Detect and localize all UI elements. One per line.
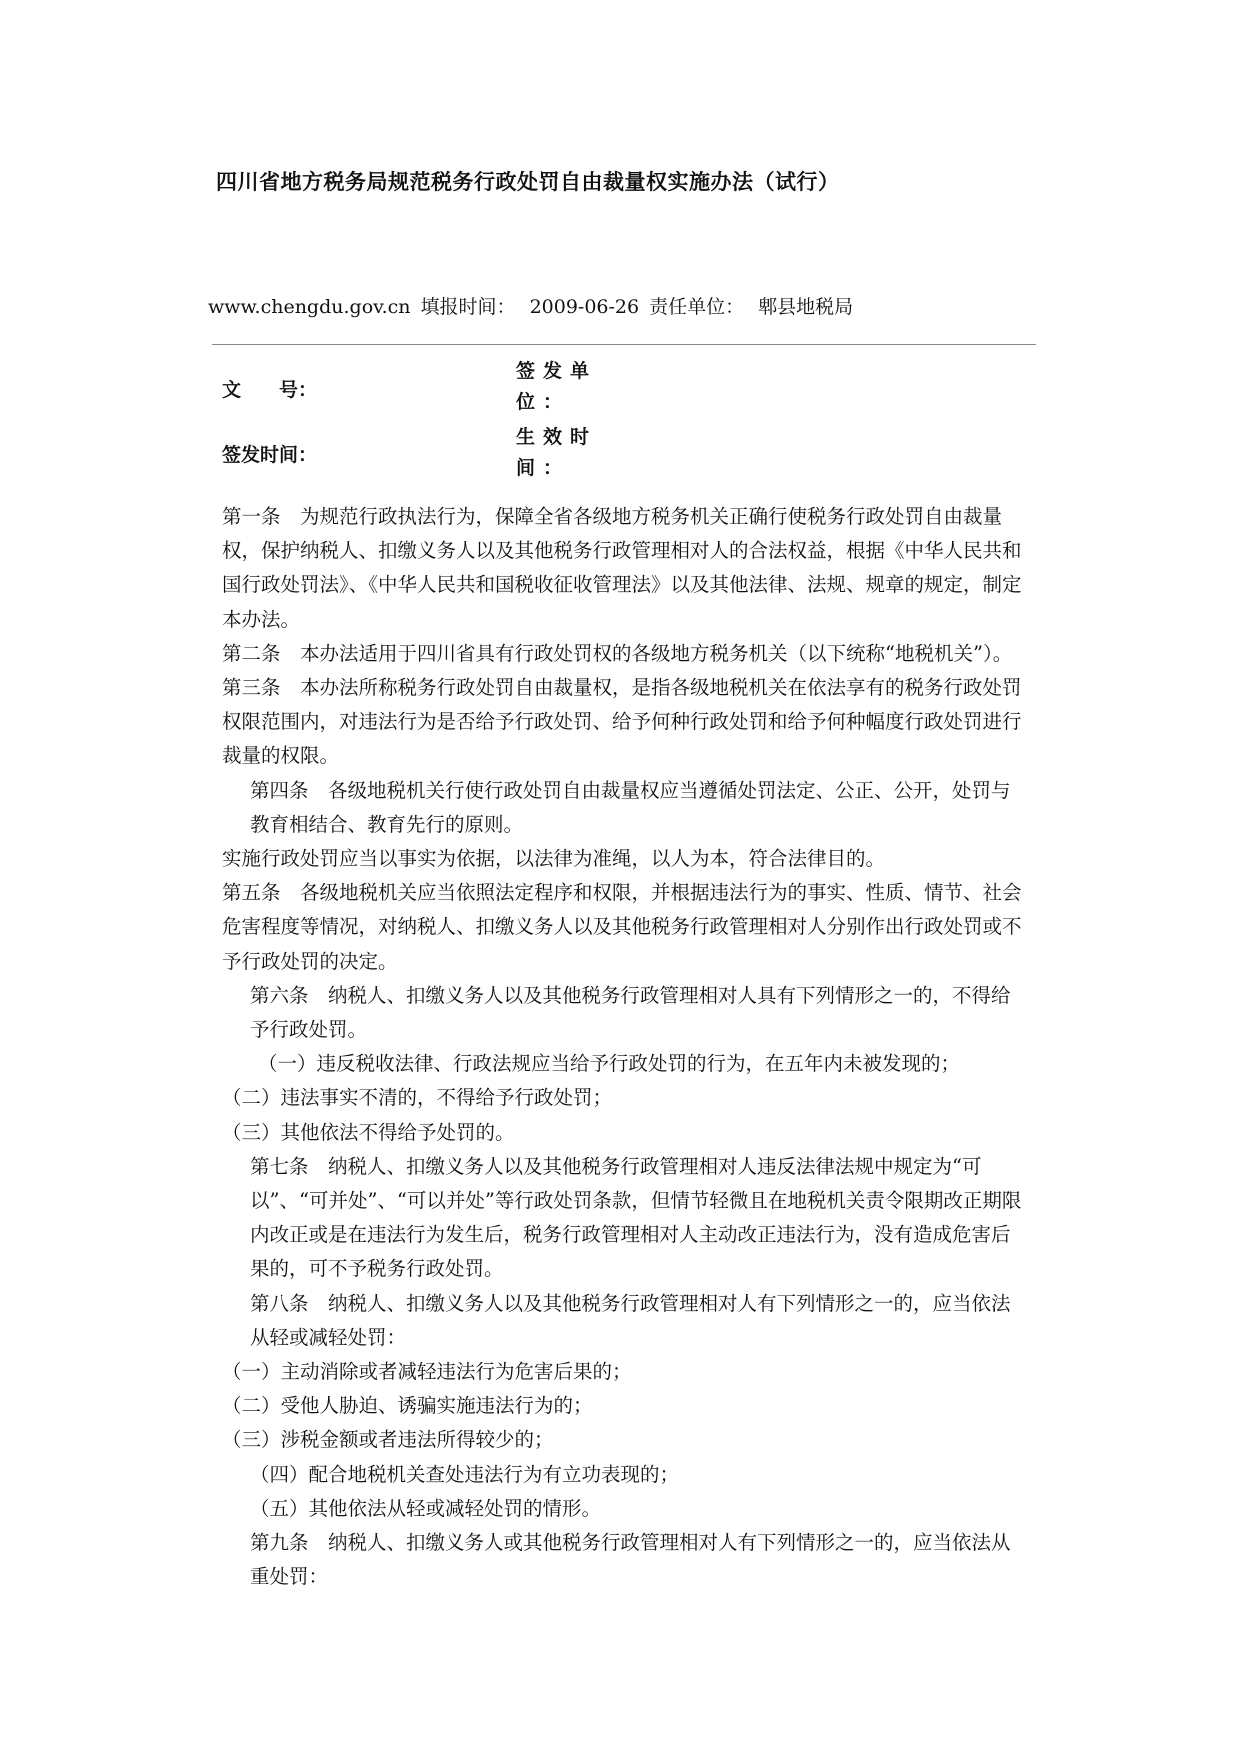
source-website: www.chengdu.gov.cn bbox=[208, 296, 411, 318]
paragraph: （四）配合地税机关查处违法行为有立功表现的； bbox=[250, 1462, 680, 1486]
paragraph: 第九条 纳税人、扣缴义务人或其他税务行政管理相对人有下列情形之一的，应当依法从重处罚： bbox=[250, 1531, 1011, 1589]
report-date-label: 填报时间： bbox=[420, 296, 516, 318]
paragraph: （一）违反税收法律、行政法规应当给予行政处罚的行为，在五年内未被发现的； bbox=[258, 1052, 961, 1076]
paragraph: 第八条 纳税人、扣缴义务人以及其他税务行政管理相对人有下列情形之一的，应当依法从轻或减轻处罚： bbox=[250, 1291, 1011, 1349]
paragraph: （三）其他依法不得给予处罚的。 bbox=[222, 1120, 515, 1144]
paragraph: 第二条 本办法适用于四川省具有行政处罚权的各级地方税务机关（以下统称“地税机关”）。 bbox=[222, 641, 1013, 665]
doc-number-label: 文 号： bbox=[222, 379, 318, 401]
paragraph: 第七条 纳税人、扣缴义务人以及其他税务行政管理相对人违反法律法规中规定为“可以”、“可并处”、“可以并处”等行政处罚条款，但情节轻微且在地税机关责令限期改正期限内改正或是在违法行为发生后，税务行政管理相对人主动改正违法行为，没有造成危害后果的，可不予税务行政处罚。 bbox=[250, 1154, 1022, 1281]
paragraph: （五）其他依法从轻或减轻处罚的情形。 bbox=[250, 1496, 602, 1520]
responsible-unit-label: 责任单位： bbox=[649, 296, 745, 318]
paragraph: （二）受他人胁迫、诱骗实施违法行为的； bbox=[222, 1394, 593, 1418]
paragraph: 第五条 各级地税机关应当依照法定程序和权限，并根据违法行为的事实、性质、情节、社会危害程度等情况，对纳税人、扣缴义务人以及其他税务行政管理相对人分别作出行政处罚或不予行政处罚的决定。 bbox=[222, 881, 1022, 973]
paragraph: （一）主动消除或者减轻违法行为危害后果的； bbox=[222, 1360, 632, 1384]
document-title: 四川省地方税务局规范税务行政处罚自由裁量权实施办法（试行） bbox=[216, 169, 840, 194]
paragraph: （三）涉税金额或者违法所得较少的； bbox=[222, 1428, 554, 1452]
paragraph: 第一条 为规范行政执法行为，保障全省各级地方税务机关正确行使税务行政处罚自由裁量权，保护纳税人、扣缴义务人以及其他税务行政管理相对人的合法权益，根据《中华人民共和国行政处罚法》、《中华人民共和国税收征收管理法》以及其他法律、法规、规章的规定，制定本办法。 bbox=[222, 505, 1022, 631]
document-body bbox=[222, 500, 1022, 1595]
paragraph: （二）违法事实不清的，不得给予行政处罚； bbox=[222, 1086, 613, 1110]
divider bbox=[212, 344, 1036, 345]
paragraph: 第六条 纳税人、扣缴义务人以及其他税务行政管理相对人具有下列情形之一的，不得给予行政处罚。 bbox=[250, 983, 1011, 1042]
paragraph: 第四条 各级地税机关行使行政处罚自由裁量权应当遵循处罚法定、公正、公开，处罚与教育相结合、教育先行的原则。 bbox=[250, 778, 1011, 836]
effective-time-label: 生效时间： bbox=[516, 426, 598, 479]
source-line bbox=[208, 292, 863, 319]
report-date: 2009-06-26 bbox=[529, 296, 640, 318]
issue-time-label: 签发时间： bbox=[222, 444, 318, 466]
paragraph: 第三条 本办法所称税务行政处罚自由裁量权，是指各级地税机关在依法享有的税务行政处罚权限范围内，对违法行为是否给予行政处罚、给予何种行政处罚和给予何种幅度行政处罚进行裁量的权限。 bbox=[222, 676, 1022, 768]
paragraph: 实施行政处罚应当以事实为依据，以法律为准绳，以人为本，符合法律目的。 bbox=[222, 847, 886, 871]
responsible-unit: 郫县地税局 bbox=[758, 296, 854, 318]
issuer-label: 签发单位： bbox=[516, 360, 598, 413]
